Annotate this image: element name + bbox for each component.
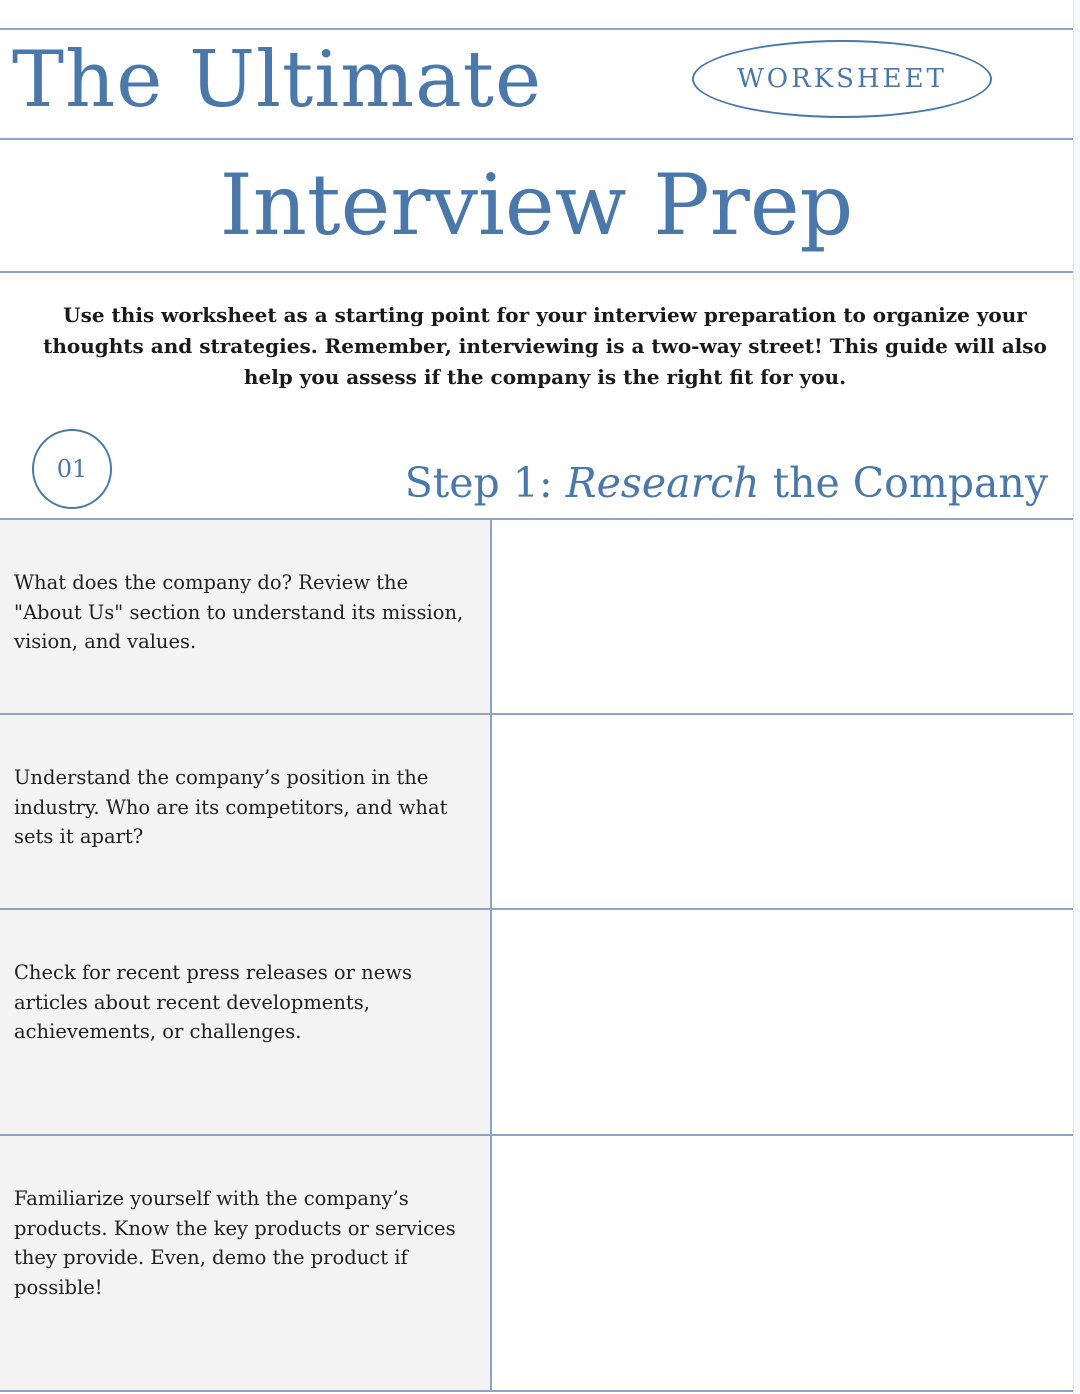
table-row xyxy=(0,1134,1073,1390)
step-heading-suffix: the Company xyxy=(759,459,1048,507)
step-heading-emphasis: Research xyxy=(565,459,760,507)
intro-paragraph: Use this worksheet as a starting point for your interview preparation to organize your thoughts and strategies. Remember, interviewing is a two-way street! This guide will also help you assess if the company is the right fit for you. xyxy=(43,303,1047,389)
title-line-1: The Ultimate xyxy=(12,35,543,125)
question-text: Check for recent press releases or news articles about recent developments, achievements, or challenges. xyxy=(14,961,412,1043)
question-text: Familiarize yourself with the company’s products. Know the key products or services they provide. Even, demo the product if possible! xyxy=(14,1187,456,1299)
table-row xyxy=(0,713,1073,908)
worksheet-table xyxy=(0,518,1073,1392)
step-number-badge xyxy=(32,429,112,509)
worksheet-badge xyxy=(692,40,992,118)
step-number: 01 xyxy=(56,455,88,483)
step-heading xyxy=(405,455,1048,511)
table-row xyxy=(0,908,1073,1134)
page-edge xyxy=(1073,0,1080,1394)
answer-cell[interactable] xyxy=(492,520,1073,713)
title-divider xyxy=(0,138,1073,140)
worksheet-badge-label: WORKSHEET xyxy=(737,64,947,94)
question-cell xyxy=(0,520,492,713)
step-heading-prefix: Step 1: xyxy=(404,459,566,507)
question-text: What does the company do? Review the "About Us" section to understand its mission, vision, and values. xyxy=(14,571,464,653)
title-line-2: Interview Prep xyxy=(219,156,854,254)
question-cell xyxy=(0,910,492,1134)
answer-cell[interactable] xyxy=(492,715,1073,908)
table-row xyxy=(0,518,1073,713)
header-bottom-rule xyxy=(0,271,1073,273)
question-cell xyxy=(0,1136,492,1390)
question-text: Understand the company’s position in the industry. Who are its competitors, and what sets it apart? xyxy=(14,766,448,848)
answer-cell[interactable] xyxy=(492,1136,1073,1390)
question-cell xyxy=(0,715,492,908)
answer-cell[interactable] xyxy=(492,910,1073,1134)
